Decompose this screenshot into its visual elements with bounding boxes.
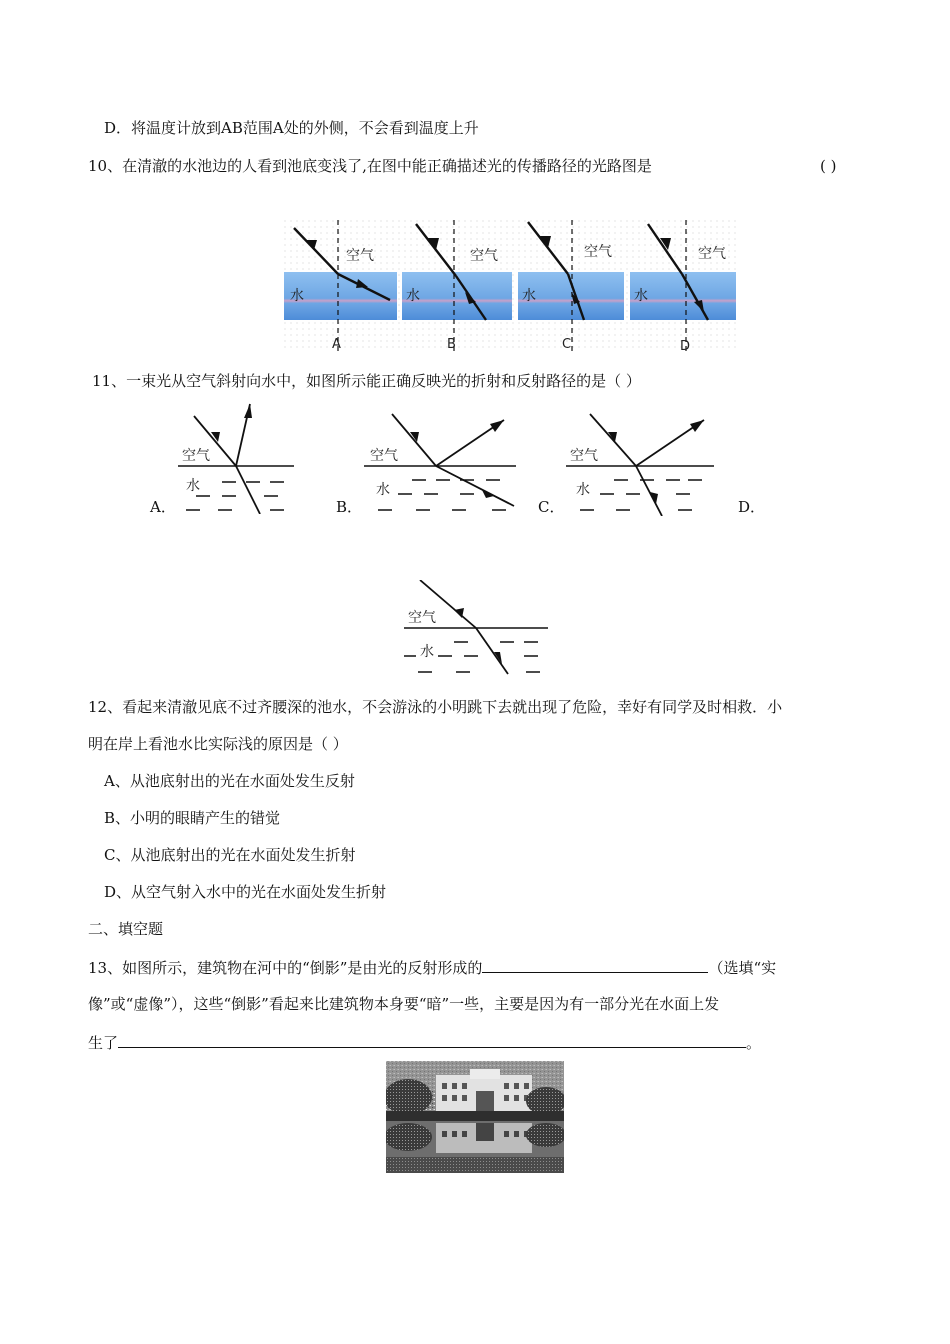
q13-blank-1[interactable] [482,956,708,973]
q12-option-d: D、从空气射入水中的光在水面处发生折射 [104,883,387,901]
q11-option-c-label: C． [538,498,565,516]
q10-water-label-c: 水 [522,288,536,304]
section-title: 二、填空题 [88,920,164,938]
q10-air-label-d: 空气 [698,246,726,262]
q10-figure [284,220,740,356]
q11-figure-b [364,410,516,516]
q10-water-label-d: 水 [634,288,648,304]
q13-building-reflection-photo [386,1061,564,1173]
q13-line3 [88,1031,761,1053]
q10-stem: 10、在清澈的水池边的人看到池底变浅了,在图中能正确描述光的传播路径的光路图是 [88,157,652,175]
q13-line1-text: 13、如图所示，建筑物在河中的“倒影”是由光的反射形成的 [88,959,483,977]
q11a-water-label: 水 [186,478,200,494]
q10-answer-paren: ( ) [820,157,837,175]
q12-option-b: B、小明的眼睛产生的错觉 [104,809,281,827]
q13-line3-suffix: 。 [746,1034,762,1052]
q11b-water-label: 水 [376,482,390,498]
q11-option-a-label: A． [150,498,176,516]
q10-panel-label-a: A [332,337,341,352]
q12-stem-line2: 明在岸上看池水比实际浅的原因是（ ） [88,735,348,753]
q11d-water-label: 水 [420,644,434,660]
q11d-air-label: 空气 [408,610,436,626]
q10-air-label-c: 空气 [584,244,612,260]
q13-line3-text: 生了 [88,1034,119,1052]
q13-blank-2[interactable] [118,1031,746,1048]
q11-figure-d [404,580,548,676]
q10-panel-label-b: B [447,337,456,352]
q11-figure-a [178,402,294,514]
q12-option-a: A、从池底射出的光在水面处发生反射 [104,772,355,790]
q11-option-b-label: B． [336,498,363,516]
q13-line1 [88,956,776,978]
q11c-water-label: 水 [576,482,590,498]
q9-option-d: D．将温度计放到AB范围A处的外侧，不会看到温度上升 [104,119,479,137]
q13-line2: 像”或“虚像”），这些“倒影”看起来比建筑物本身要“暗”一些，主要是因为有一部分光在水面上发 [88,995,720,1013]
q11-stem: 11、一束光从空气斜射向水中，如图所示能正确反映光的折射和反射路径的是（ ） [92,372,641,390]
q11c-air-label: 空气 [570,448,598,464]
q10-water-label-a: 水 [290,288,304,304]
q11-figure-c [566,410,714,516]
q11a-air-label: 空气 [182,448,210,464]
q10-panel-label-c: C [562,337,572,352]
q12-option-c: C、从池底射出的光在水面处发生折射 [104,846,356,864]
q13-line1-suffix: （选填“实 [708,959,777,977]
q11b-air-label: 空气 [370,448,398,464]
q10-water-label-b: 水 [406,288,420,304]
q12-stem-line1: 12、看起来清澈见底不过齐腰深的池水，不会游泳的小明跳下去就出现了危险，幸好有同学及时相救．小 [88,698,783,716]
q10-air-label-b: 空气 [470,248,498,264]
q11-option-d-label: D． [738,498,766,516]
q10-air-label-a: 空气 [346,248,374,264]
q10-panel-label-d: D [680,339,691,354]
